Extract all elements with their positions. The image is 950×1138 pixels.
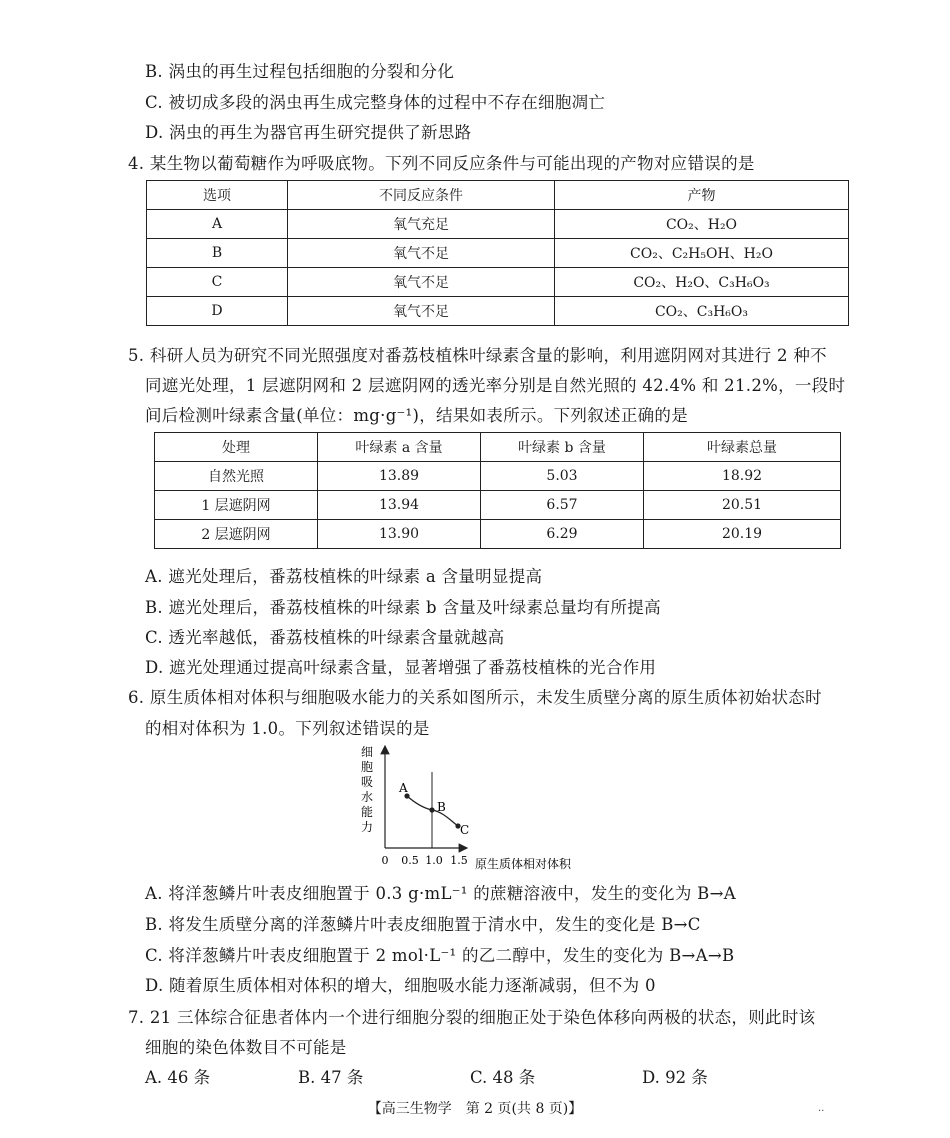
q6-option-c: C. 将洋葱鳞片叶表皮细胞置于 2 mol·L⁻¹ 的乙二醇中，发生的变化为 B→A→B [145,946,735,965]
table-cell: B [147,239,288,268]
q6-stem-line-2: 的相对体积为 1.0。下列叙述错误的是 [145,719,430,738]
q5-table [154,432,841,549]
q5-option-d: D. 遮光处理通过提高叶绿素含量，显著增强了番荔枝植株的光合作用 [145,658,657,677]
q4-table [146,180,849,326]
x-tick-label: 0 [381,854,389,867]
table-cell: 20.19 [644,520,841,549]
table-cell: 13.94 [318,491,481,520]
q6-option-b: B. 将发生质壁分离的洋葱鳞片叶表皮细胞置于清水中，发生的变化是 B→C [145,915,701,934]
q7-choices [145,1064,845,1088]
q7-choice-c: C. 48 条 [470,1068,536,1087]
table-header-cell: 选项 [147,181,288,210]
q5-option-a: A. 遮光处理后，番荔枝植株的叶绿素 a 含量明显提高 [145,567,543,586]
table-row [147,268,849,297]
table-cell: 氧气不足 [288,239,555,268]
q3-option-d: D. 涡虫的再生为器官再生研究提供了新思路 [145,123,472,142]
table-cell: 氧气不足 [288,297,555,326]
x-axis-label: 原生质体相对体积 [475,857,572,870]
q6-option-d: D. 随着原生质体相对体积的增大，细胞吸水能力逐渐减弱，但不为 0 [145,976,656,995]
table-row [155,462,841,491]
table-row [147,239,849,268]
page-footer: 【高三生物学 第 2 页(共 8 页)】 [367,1101,583,1117]
table-header-cell: 处理 [155,433,318,462]
table-cell: 自然光照 [155,462,318,491]
x-tick-label: 1.5 [450,854,468,867]
q5-option-c: C. 透光率越低，番荔枝植株的叶绿素含量就越高 [145,628,505,647]
table-cell: CO₂、H₂O [555,210,849,239]
q7-stem-line-1: 7. 21 三体综合征患者体内一个进行细胞分裂的细胞正处于染色体移向两极的状态，则此时该 [128,1008,816,1027]
q6-graph [355,740,595,870]
y-axis-label-char: 细 [360,745,374,759]
y-axis-label-char: 水 [360,790,374,804]
corner-mark: .. [818,1103,825,1114]
table-cell: 6.57 [481,491,644,520]
q7-choice-b: B. 47 条 [298,1068,364,1087]
y-axis-label-char: 力 [360,820,374,834]
q7-stem-line-2: 细胞的染色体数目不可能是 [145,1038,347,1057]
q6-option-a: A. 将洋葱鳞片叶表皮细胞置于 0.3 g·mL⁻¹ 的蔗糖溶液中，发生的变化为 B→A [145,884,736,903]
table-cell: 5.03 [481,462,644,491]
y-axis-label-char: 胞 [360,760,374,774]
table-cell: 6.29 [481,520,644,549]
table-cell: 氧气充足 [288,210,555,239]
q5-stem-line-2: 同遮光处理，1 层遮阴网和 2 层遮阴网的透光率分别是自然光照的 42.4% 和 21.2%，一段时 [145,376,846,395]
q7-choice-a: A. 46 条 [145,1068,211,1087]
x-tick-label: 0.5 [401,854,419,867]
table-header-row [155,433,841,462]
q5-option-b: B. 遮光处理后，番荔枝植株的叶绿素 b 含量及叶绿素总量均有所提高 [145,598,661,617]
y-axis-label-char: 吸 [360,775,374,789]
table-cell: D [147,297,288,326]
table-header-cell: 不同反应条件 [288,181,555,210]
table-cell: CO₂、C₃H₆O₃ [555,297,849,326]
table-cell: 2 层遮阴网 [155,520,318,549]
table-row [147,297,849,326]
q3-option-c: C. 被切成多段的涡虫再生成完整身体的过程中不存在细胞凋亡 [145,93,606,112]
table-cell: CO₂、C₂H₅OH、H₂O [555,239,849,268]
table-header-cell: 叶绿素总量 [644,433,841,462]
table-header-cell: 产物 [555,181,849,210]
q5-stem-line-3: 间后检测叶绿素含量(单位：mg·g⁻¹)，结果如表所示。下列叙述正确的是 [145,406,689,425]
table-cell: CO₂、H₂O、C₃H₆O₃ [555,268,849,297]
point-label-a: A [399,781,408,795]
point-label-b: B [437,800,446,814]
y-axis-label-char: 能 [360,805,374,819]
q7-choice-d: D. 92 条 [642,1068,708,1087]
table-cell: 18.92 [644,462,841,491]
table-cell: 13.90 [318,520,481,549]
table-cell: 1 层遮阴网 [155,491,318,520]
table-cell: 13.89 [318,462,481,491]
table-row [147,210,849,239]
point-b [429,807,434,812]
q5-stem-line-1: 5. 科研人员为研究不同光照强度对番荔枝植株叶绿素含量的影响，利用遮阴网对其进行 2 种不 [128,346,827,365]
x-tick-label: 1.0 [425,854,443,867]
table-cell: 20.51 [644,491,841,520]
point-label-c: C [460,823,470,837]
table-cell: A [147,210,288,239]
table-row [155,491,841,520]
table-header-cell: 叶绿素 b 含量 [481,433,644,462]
table-cell: C [147,268,288,297]
q3-option-b: B. 涡虫的再生过程包括细胞的分裂和分化 [145,62,455,81]
table-row [155,520,841,549]
table-header-cell: 叶绿素 a 含量 [318,433,481,462]
table-cell: 氧气不足 [288,268,555,297]
q6-stem-line-1: 6. 原生质体相对体积与细胞吸水能力的关系如图所示，未发生质壁分离的原生质体初始状态时 [128,688,822,707]
table-header-row [147,181,849,210]
q4-stem: 4. 某生物以葡萄糖作为呼吸底物。下列不同反应条件与可能出现的产物对应错误的是 [128,154,755,173]
